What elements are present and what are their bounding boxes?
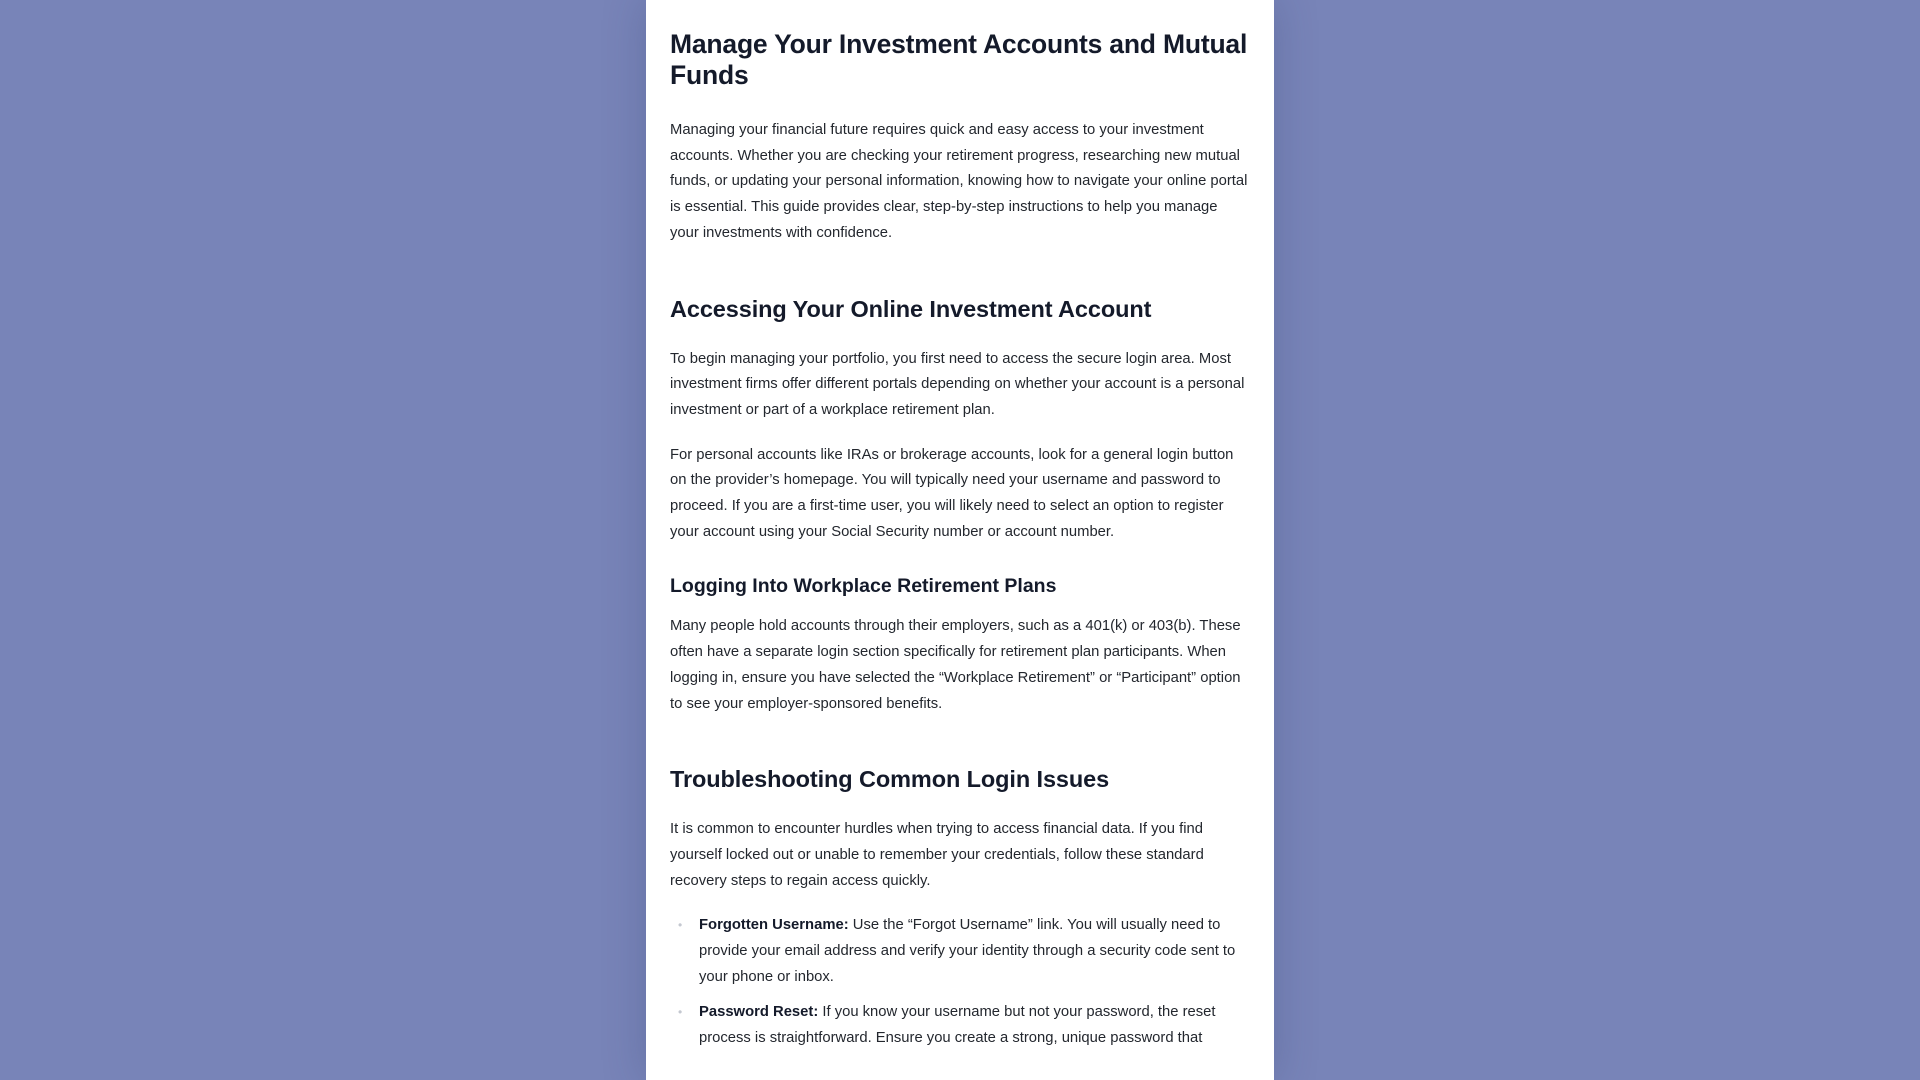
list-item-text: If you know your username but not your password, the reset process is straightforward. Ensure you create a strong, unique password that xyxy=(699,1004,1216,1047)
subsection-heading-workplace-plans: Logging Into Workplace Retirement Plans xyxy=(670,575,1057,598)
bullet-icon: • xyxy=(678,918,683,933)
list-item-label: Password Reset: xyxy=(699,1004,819,1021)
paragraph: Many people hold accounts through their employers, such as a 401(k) or 403(b). These often have a separate login section specifically for retirement plan participants. When logging in, ensure you have selected the “Workplace Retirement” or “Participant” option to see your employer-sponsored benefits. xyxy=(670,618,1241,712)
paragraph: For personal accounts like IRAs or brokerage accounts, look for a general login button on the provider’s homepage. You will typically need your username and password to proceed. If you are a first-time user, you will likely need to select an option to register your account using your Social Security number or account number. xyxy=(670,446,1234,540)
paragraph: It is common to encounter hurdles when trying to access financial data. If you find yourself locked out or unable to remember your credentials, follow these standard recovery steps to regain access quickly. xyxy=(670,821,1204,889)
intro-paragraph: Managing your financial future requires quick and easy access to your investment accounts. Whether you are checking your retirement progress, researching new mutual funds, or updating your personal information, knowing how to navigate your online portal is essential. This guide provides clear, step-by-step instructions to help you manage your investments with confidence. xyxy=(670,122,1248,241)
list-item-label: Forgotten Username: xyxy=(699,917,849,934)
article-page xyxy=(646,0,1274,1080)
section-heading-troubleshooting: Troubleshooting Common Login Issues xyxy=(670,766,1110,793)
list-item xyxy=(670,913,1250,990)
paragraph: To begin managing your portfolio, you first need to access the secure login area. Most investment firms offer different portals depending on whether your account is a personal investment or part of a workplace retirement plan. xyxy=(670,350,1245,418)
section-heading-accessing-account: Accessing Your Online Investment Account xyxy=(670,295,1152,322)
troubleshooting-list xyxy=(670,913,1250,1052)
list-item xyxy=(670,1000,1250,1051)
bullet-icon: • xyxy=(678,1005,683,1020)
list-item-text: Use the “Forgot Username” link. You will usually need to provide your email address and verify your identity through a security code sent to your phone or inbox. xyxy=(699,917,1236,985)
page-title: Manage Your Investment Accounts and Mutual Funds xyxy=(670,29,1248,90)
